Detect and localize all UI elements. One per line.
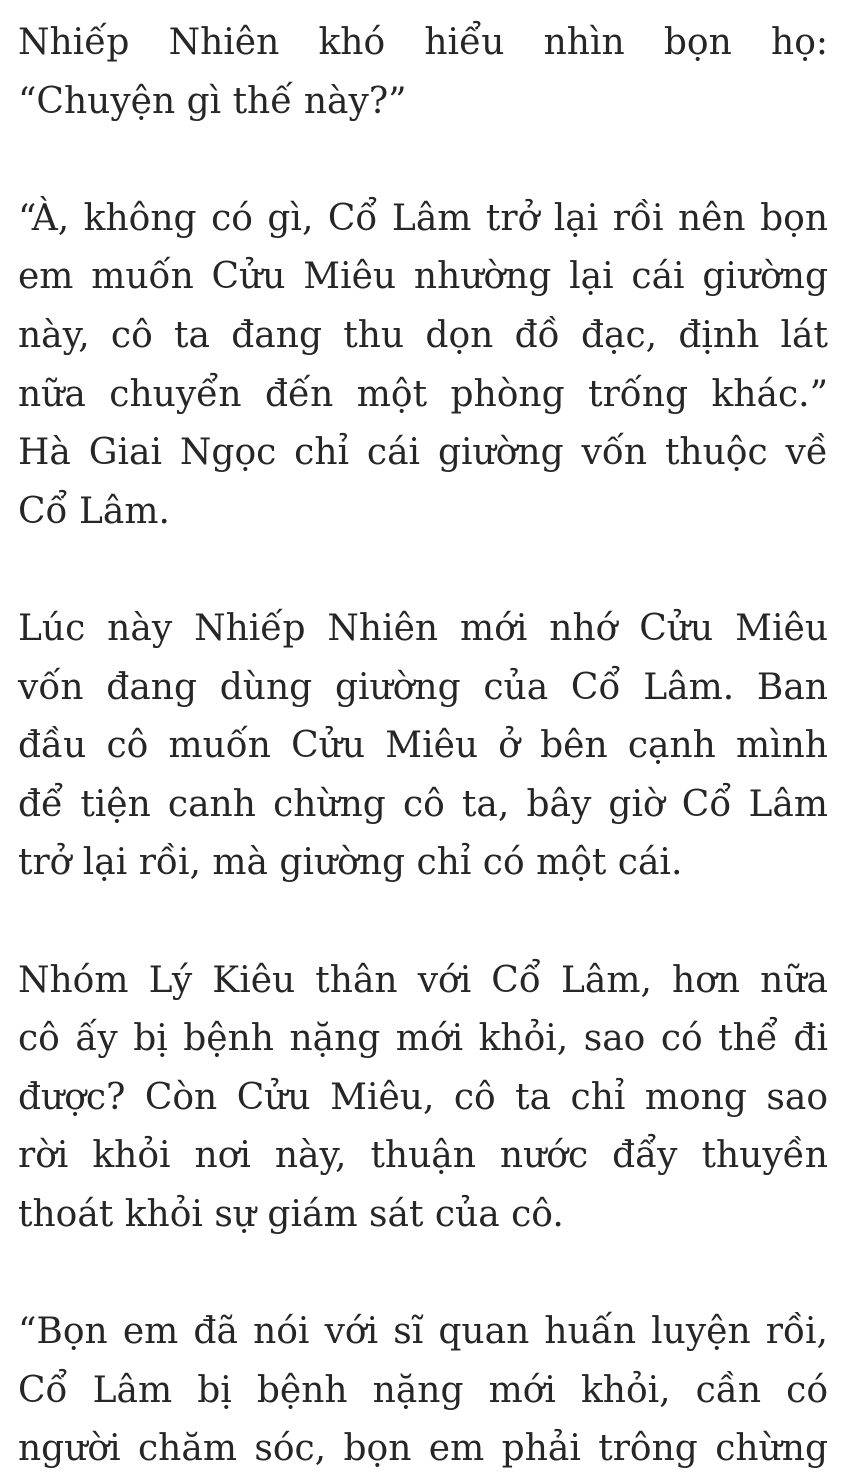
text-line: Nhóm Lý Kiêu thân với Cổ Lâm, hơn nữa — [18, 959, 828, 1001]
text-line: “Bọn em đã nói với sĩ quan huấn luyện rồi, — [18, 1311, 828, 1353]
text-line: nữa chuyển đến một phòng trống khác.” — [18, 373, 828, 415]
text-line: Cổ Lâm bị bệnh nặng mới khỏi, cần có — [18, 1369, 828, 1411]
paragraph-1 — [18, 14, 828, 131]
text-line: đầu cô muốn Cửu Miêu ở bên cạnh mình — [18, 725, 828, 767]
paragraph-5 — [18, 1303, 828, 1479]
paragraph-3 — [18, 600, 828, 893]
text-line: Hà Giai Ngọc chỉ cái giường vốn thuộc về — [18, 432, 828, 474]
text-line: “Chuyện gì thế này?” — [18, 80, 407, 122]
text-line: để tiện canh chừng cô ta, bây giờ Cổ Lâm — [18, 783, 828, 825]
text-line: rời khỏi nơi này, thuận nước đẩy thuyền — [18, 1135, 828, 1177]
text-line: cô ấy bị bệnh nặng mới khỏi, sao có thể đi — [18, 1018, 828, 1060]
text-line: Lúc này Nhiếp Nhiên mới nhớ Cửu Miêu — [18, 607, 828, 649]
text-line: Nhiếp Nhiên khó hiểu nhìn bọn họ: — [18, 22, 828, 63]
text-line: được? Còn Cửu Miêu, cô ta chỉ mong sao — [18, 1076, 828, 1118]
text-line: Cổ Lâm. — [18, 490, 170, 532]
text-line: trở lại rồi, mà giường chỉ có một cái. — [18, 842, 683, 884]
reader-page — [18, 14, 828, 1479]
paragraph-gap — [18, 541, 828, 600]
text-line: em muốn Cửu Miêu nhường lại cái giường — [18, 256, 828, 298]
text-line: “À, không có gì, Cổ Lâm trở lại rồi nên bọn — [18, 197, 828, 239]
paragraph-2 — [18, 190, 828, 542]
text-line: này, cô ta đang thu dọn đồ đạc, định lát — [18, 314, 828, 356]
text-line: người chăm sóc, bọn em phải trông chừng — [18, 1428, 828, 1470]
text-line: vốn đang dùng giường của Cổ Lâm. Ban — [18, 666, 828, 708]
paragraph-4 — [18, 952, 828, 1245]
text-line: thoát khỏi sự giám sát của cô. — [18, 1193, 564, 1235]
paragraph-gap — [18, 131, 828, 190]
paragraph-gap — [18, 1244, 828, 1303]
paragraph-gap — [18, 893, 828, 952]
